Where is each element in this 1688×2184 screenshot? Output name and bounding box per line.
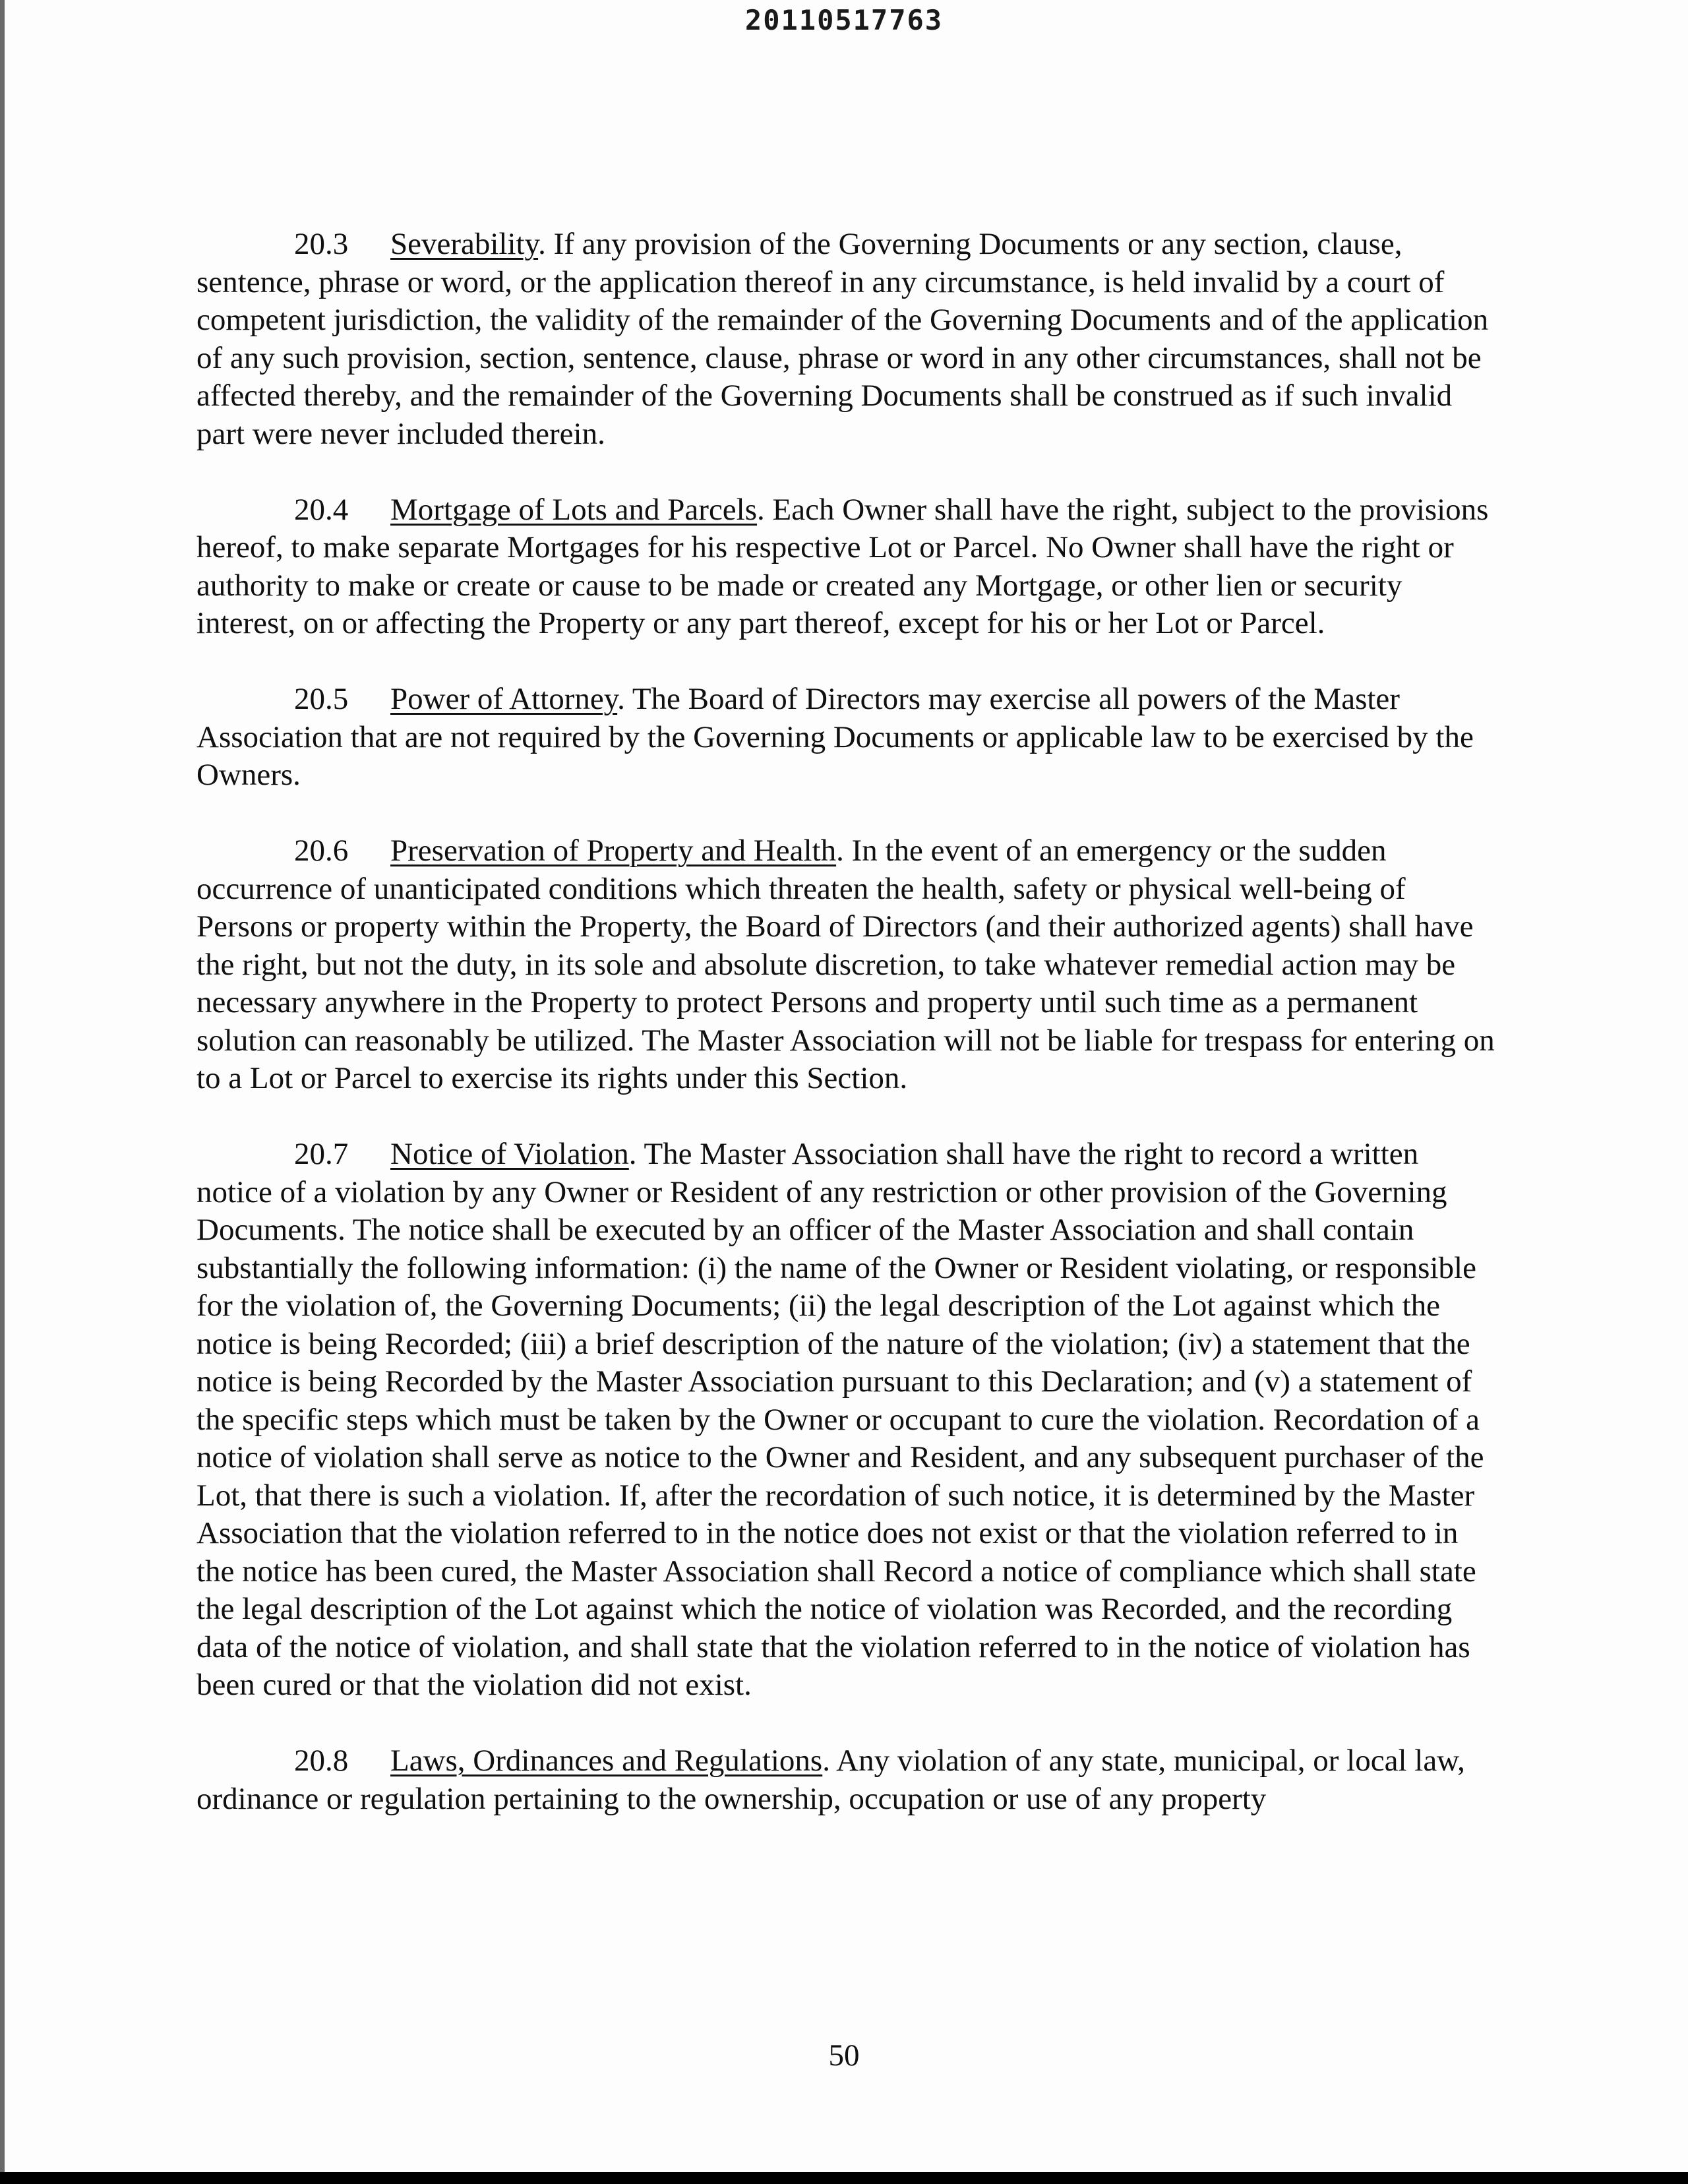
section-body: . The Board of Directors may exercise all powers of the Master Association that are not required by the Governing Documents or applicable law to be exercised by the Owners. [196, 682, 1474, 792]
scan-bottom-edge [0, 2172, 1688, 2184]
recording-number: 20110517763 [744, 4, 944, 36]
section-body: . If any provision of the Governing Documents or any section, clause, sentence, phrase or word, or the application thereof in any circumstance, is held invalid by a court of competent jurisdiction, the validity of the remainder of the Governing Documents and of the application of any such provision, section, sentence, clause, phrase or word in any other circumstances, shall not be affected thereby, and the remainder of the Governing Documents shall be construed as if such invalid part were never included therein. [196, 227, 1489, 451]
section-heading: Preservation of Property and Health [390, 834, 837, 868]
section-20-5 [196, 681, 1495, 795]
scan-left-edge [0, 0, 5, 2176]
document-body [196, 226, 1495, 1856]
page-number: 50 [828, 2038, 860, 2073]
section-heading: Mortgage of Lots and Parcels [390, 492, 758, 527]
section-heading: Notice of Violation [390, 1137, 629, 1171]
section-number: 20.7 [294, 1137, 349, 1171]
section-body: . In the event of an emergency or the sudden occurrence of unanticipated conditions which threaten the health, safety or physical well-being of Persons or property within the Property, the Board of Directors (and their authorized agents) shall have the right, but not the duty, in its sole and absolute discretion, to take whatever remedial action may be necessary anywhere in the Property to protect Persons and property until such time as a permanent solution can reasonably be utilized. The Master Association will not be liable for trespass for entering on to a Lot or Parcel to exercise its rights under this Section. [196, 834, 1495, 1095]
section-20-7 [196, 1136, 1495, 1705]
section-20-4 [196, 491, 1495, 643]
section-heading: Severability [390, 227, 539, 261]
section-body: . The Master Association shall have the right to record a written notice of a violation by any Owner or Resident of any restriction or other provision of the Governing Documents. The notice shall be executed by an officer of the Master Association and shall contain substantially the following information: (i) the name of the Owner or Resident violating, or responsible for the violation of, the Governing Documents; (ii) the legal description of the Lot against which the notice is being Recorded; (iii) a brief description of the nature of the violation; (iv) a statement that the notice is being Recorded by the Master Association pursuant to this Declaration; and (v) a statement of the specific steps which must be taken by the Owner or occupant to cure the violation. Recordation of a notice of violation shall serve as notice to the Owner and Resident, and any subsequent purchaser of the Lot, that there is such a violation. If, after the recordation of such notice, it is determined by the Master Association that the violation referred to in the notice does not exist or that the violation referred to in the notice has been cured, the Master Association shall Record a notice of compliance which shall state the legal description of the Lot against which the notice of violation was Recorded, and the recording data of the notice of violation, and shall state that the violation referred to in the notice of violation has been cured or that the violation did not exist. [196, 1137, 1484, 1702]
section-number: 20.3 [294, 227, 349, 261]
section-number: 20.8 [294, 1744, 349, 1778]
section-number: 20.6 [294, 834, 349, 868]
section-body: . Any violation of any state, municipal, or local law, ordinance or regulation pertaining to the ownership, occupation or use of any property [196, 1744, 1465, 1816]
section-number: 20.5 [294, 682, 349, 716]
section-heading: Laws, Ordinances and Regulations [390, 1744, 823, 1778]
section-20-8 [196, 1742, 1495, 1818]
section-heading: Power of Attorney [390, 682, 618, 716]
section-number: 20.4 [294, 492, 349, 527]
section-20-6 [196, 832, 1495, 1098]
section-20-3 [196, 226, 1495, 453]
section-body: . Each Owner shall have the right, subject to the provisions hereof, to make separate Mortgages for his respective Lot or Parcel. No Owner shall have the right or authority to make or create or cause to be made or created any Mortgage, or other lien or security interest, on or affecting the Property or any part thereof, except for his or her Lot or Parcel. [196, 492, 1489, 640]
